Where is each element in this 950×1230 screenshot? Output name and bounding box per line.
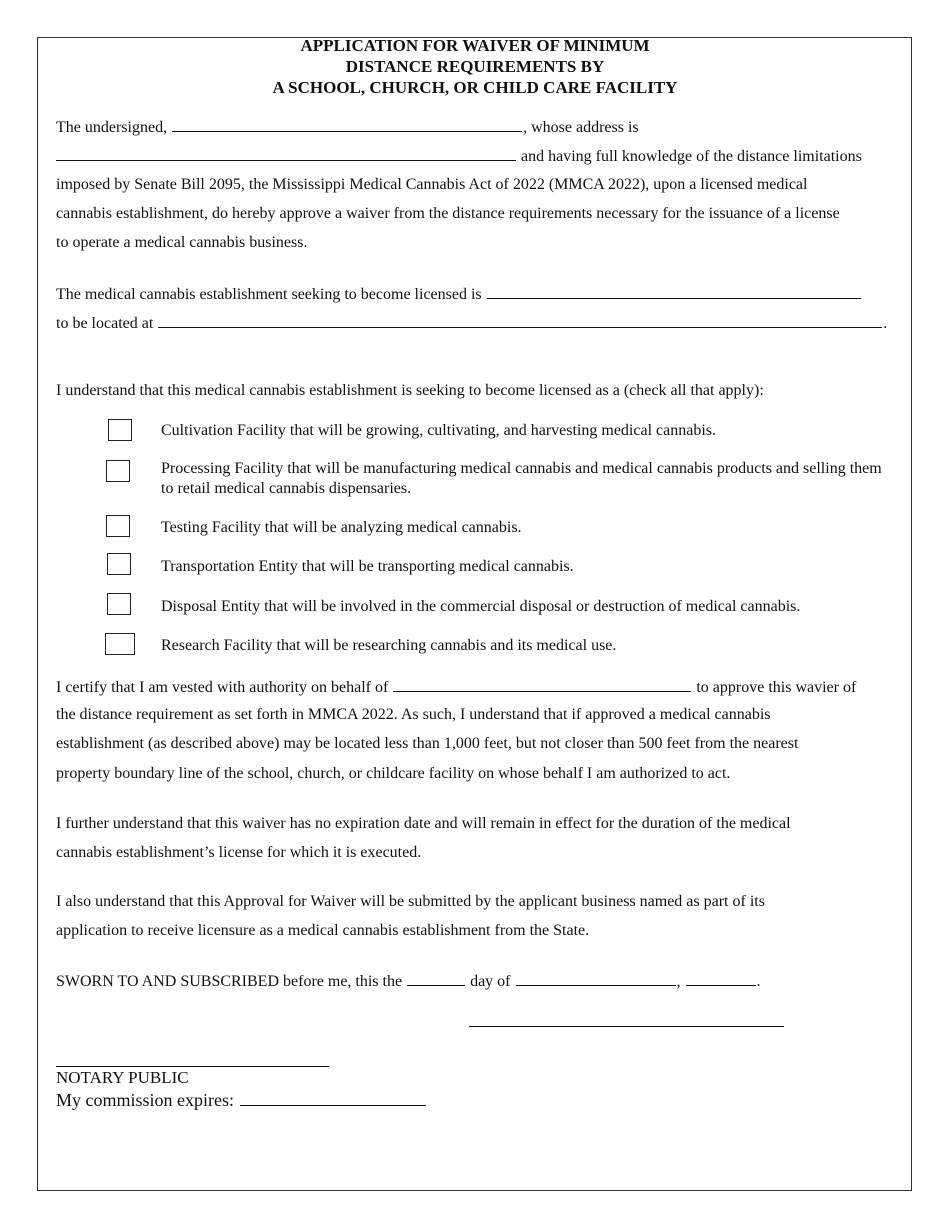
checkbox-research[interactable] <box>105 633 135 655</box>
checkbox-processing[interactable] <box>106 460 130 482</box>
intro-line-3: imposed by Senate Bill 2095, the Mississippi Medical Cannabis Act of 2022 (MMCA 2022), upon a licensed medical <box>56 176 808 193</box>
check-instructions: I understand that this medical cannabis establishment is seeking to become licensed as a (check all that apply): <box>56 382 764 399</box>
establishment-location-field[interactable] <box>158 312 882 328</box>
title-line-3: A SCHOOL, CHURCH, OR CHILD CARE FACILITY <box>272 78 678 97</box>
intro-line-4: cannabis establishment, do hereby approve a waiver from the distance requirements necessary for the issuance of a license <box>56 205 840 222</box>
further-line-2: cannabis establishment’s license for which it is executed. <box>56 844 422 861</box>
option-disposal-label: Disposal Entity that will be involved in the commercial disposal or destruction of medical cannabis. <box>161 598 801 615</box>
checkbox-testing[interactable] <box>106 515 130 537</box>
also-line-1: I also understand that this Approval for Waiver will be submitted by the applicant business named as part of its <box>56 893 765 910</box>
checkbox-transportation[interactable] <box>107 553 131 575</box>
certify-line-2: the distance requirement as set forth in MMCA 2022. As such, I understand that if approved a medical cannabis <box>56 706 771 723</box>
intro-line-1: The undersigned, , whose address is <box>56 116 639 138</box>
checkbox-cultivation[interactable] <box>108 419 132 441</box>
establishment-line-1: The medical cannabis establishment seeking to become licensed is <box>56 283 862 305</box>
sworn-line: SWORN TO AND SUBSCRIBED before me, this the day of , . <box>56 970 761 992</box>
option-testing-label: Testing Facility that will be analyzing medical cannabis. <box>161 519 522 536</box>
sworn-year-field[interactable] <box>686 970 756 986</box>
establishment-name-field[interactable] <box>487 283 861 299</box>
applicant-signature-line[interactable] <box>469 1026 784 1027</box>
commission-expires-field[interactable] <box>240 1090 426 1106</box>
form-title <box>38 35 912 98</box>
undersigned-name-field[interactable] <box>172 116 522 132</box>
also-line-2: application to receive licensure as a medical cannabis establishment from the State. <box>56 922 590 939</box>
option-research-label: Research Facility that will be researching cannabis and its medical use. <box>161 637 617 654</box>
commission-expires-line: My commission expires: <box>56 1090 427 1110</box>
option-processing-label: Processing Facility that will be manufacturing medical cannabis and medical cannabis products and selling them to retail medical cannabis dispensaries. <box>161 460 882 497</box>
intro-line-2: and having full knowledge of the distance limitations <box>56 145 862 167</box>
certify-line-4: property boundary line of the school, church, or childcare facility on whose behalf I am authorized to act. <box>56 765 731 782</box>
sworn-day-field[interactable] <box>407 970 465 986</box>
certify-line-1: I certify that I am vested with authority on behalf of to approve this wavier of <box>56 676 856 698</box>
checkbox-disposal[interactable] <box>107 593 131 615</box>
further-line-1: I further understand that this waiver has no expiration date and will remain in effect for the duration of the medical <box>56 815 791 832</box>
option-transportation-label: Transportation Entity that will be transporting medical cannabis. <box>161 558 574 575</box>
notary-public-label: NOTARY PUBLIC <box>56 1068 189 1087</box>
authority-entity-field[interactable] <box>393 676 691 692</box>
title-line-2: DISTANCE REQUIREMENTS BY <box>345 57 605 76</box>
sworn-month-field[interactable] <box>516 970 676 986</box>
certify-line-3: establishment (as described above) may be located less than 1,000 feet, but not closer than 500 feet from the nearest <box>56 735 799 752</box>
address-field[interactable] <box>56 145 516 161</box>
title-line-1: APPLICATION FOR WAIVER OF MINIMUM <box>300 36 650 55</box>
notary-signature-line[interactable] <box>56 1066 329 1067</box>
intro-line-5: to operate a medical cannabis business. <box>56 234 308 251</box>
option-cultivation-label: Cultivation Facility that will be growing, cultivating, and harvesting medical cannabis. <box>161 422 716 439</box>
establishment-line-2: to be located at . <box>56 312 887 334</box>
